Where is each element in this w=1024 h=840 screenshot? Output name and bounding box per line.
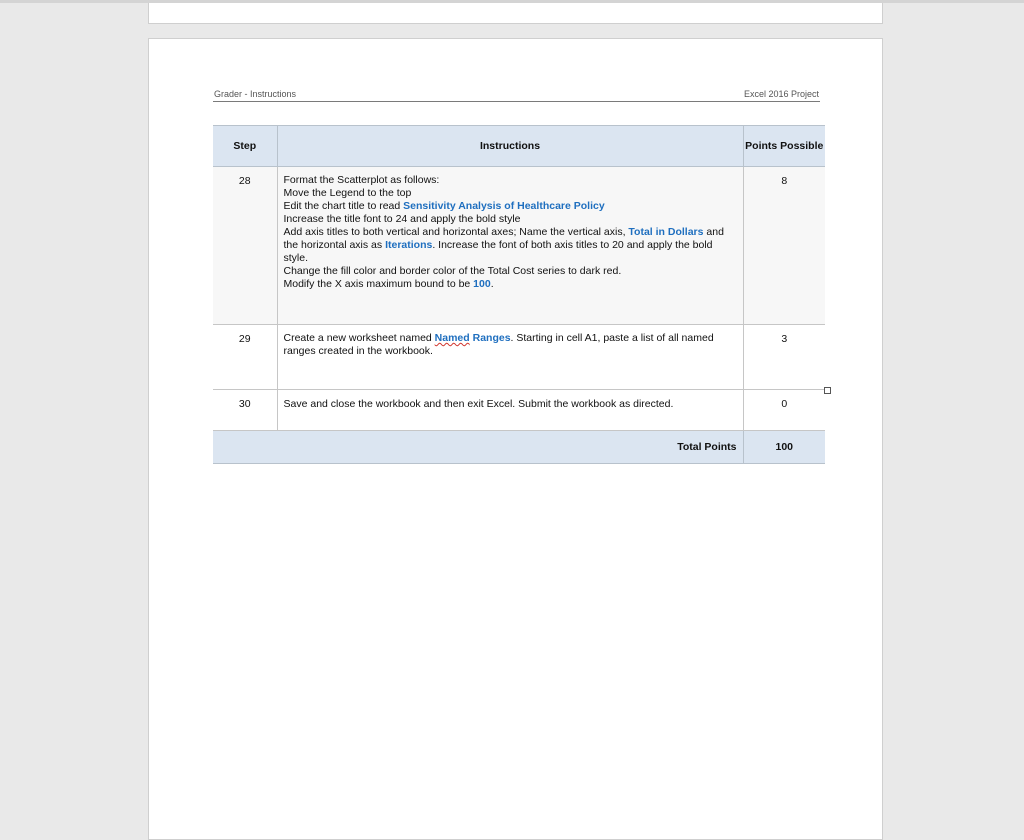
highlighted-term: Ranges	[469, 332, 511, 344]
highlighted-term: Sensitivity Analysis of Healthcare Policy	[403, 200, 605, 212]
table-row	[213, 390, 825, 431]
step-number: 30	[213, 390, 277, 431]
total-row	[213, 431, 825, 464]
instruction-line	[284, 265, 737, 278]
instruction-line	[284, 398, 737, 411]
points-value: 8	[743, 167, 825, 325]
instruction-line	[284, 213, 737, 226]
previous-page	[148, 3, 883, 24]
instruction-text: Modify the X axis maximum bound to be	[283, 278, 474, 290]
table-row	[213, 167, 825, 325]
instruction-text: Move the Legend to the top	[283, 187, 412, 199]
points-value: 0	[743, 390, 825, 431]
instruction-text: Increase the title font to 24 and apply the bold style	[283, 213, 521, 225]
instruction-cell	[277, 167, 743, 325]
grader-table	[213, 125, 825, 464]
instruction-cell	[277, 325, 743, 390]
instruction-text: . Starting in cell A1, paste a list of all named ranges created in the workbook.	[283, 332, 714, 357]
table-resize-handle[interactable]	[824, 387, 831, 394]
highlighted-term: Named	[434, 332, 470, 344]
instruction-line	[284, 174, 737, 187]
highlighted-term: Iterations	[385, 239, 433, 251]
instruction-text: Format the Scatterplot as follows:	[283, 174, 440, 186]
instruction-line	[284, 332, 737, 358]
highlighted-term: 100	[473, 278, 491, 290]
highlighted-term: Total in Dollars	[628, 226, 704, 238]
table-row	[213, 325, 825, 390]
instruction-text: .	[490, 278, 494, 290]
step-number: 29	[213, 325, 277, 390]
column-header-points: Points Possible	[743, 126, 825, 167]
column-header-instructions: Instructions	[277, 126, 743, 167]
instruction-line	[284, 200, 737, 213]
header-left-text: Grader - Instructions	[214, 89, 297, 99]
table-header-row	[213, 126, 825, 167]
instruction-text: and the horizontal axis as	[283, 226, 724, 251]
instruction-text: Add axis titles to both vertical and horizontal axes; Name the vertical axis,	[283, 226, 629, 238]
total-points-label: Total Points	[213, 431, 743, 464]
column-header-step: Step	[213, 126, 277, 167]
instruction-text: Save and close the workbook and then exit Excel. Submit the workbook as directed.	[283, 398, 674, 410]
instruction-text: . Increase the font of both axis titles to 20 and apply the bold style.	[283, 239, 713, 264]
instruction-cell	[277, 390, 743, 431]
instruction-text: Edit the chart title to read	[283, 200, 404, 212]
header-right-text: Excel 2016 Project	[743, 89, 819, 99]
points-value: 3	[743, 325, 825, 390]
document-page	[148, 38, 883, 840]
instruction-text: Change the fill color and border color of the Total Cost series to dark red.	[283, 265, 622, 277]
step-number: 28	[213, 167, 277, 325]
total-points-value: 100	[743, 431, 825, 464]
instruction-line	[284, 187, 737, 200]
instruction-text: Create a new worksheet named	[283, 332, 435, 344]
instruction-line	[284, 226, 737, 265]
instruction-line	[284, 278, 737, 291]
page-header	[213, 88, 820, 102]
